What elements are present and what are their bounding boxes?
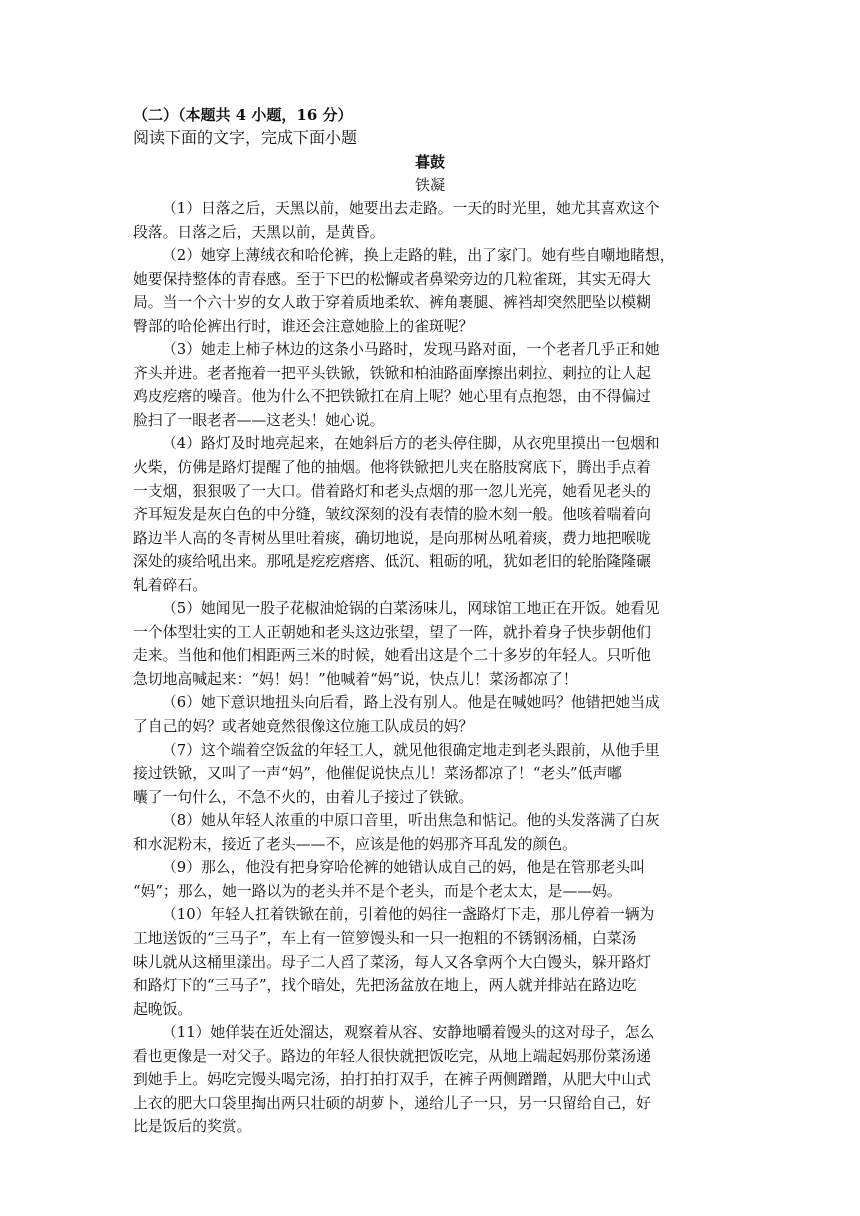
- paragraph-3: [133, 338, 733, 432]
- paragraph-1: [133, 197, 733, 244]
- paragraph-line: 她要保持整体的青春感。至于下巴的松懈或者鼻梁旁边的几粒雀斑，其实无碍大: [133, 270, 651, 288]
- paragraph-line: 深处的痰给吼出来。那吼是疙疙瘩瘩、低沉、粗砺的吼，犹如老旧的轮胎隆隆碾: [133, 553, 651, 571]
- paragraph-line: 走来。当他和他们相距两三米的时候，她看出这是个二十多岁的年轻人。只听他: [133, 647, 651, 665]
- paragraph-line: （2）她穿上薄绒衣和哈伦裤，换上走路的鞋，出了家门。她有些自嘲地睹想，: [162, 247, 675, 265]
- paragraph-line: 工地送饭的“三马子”，车上有一笸箩馒头和一只一抱粗的不锈钢汤桶，白菜汤: [133, 929, 637, 947]
- paragraph-line: “妈”；那么，她一路以为的老头并不是个老头，而是个老太太，是——妈。: [133, 882, 622, 900]
- paragraph-line: 看也更像是一对父子。路边的年轻人很快就把饭吃完，从地上端起妈那份菜汤递: [133, 1047, 651, 1065]
- paragraph-line: 段落。日落之后，天黑以前，是黄昏。: [133, 223, 385, 241]
- paragraph-4: [133, 432, 733, 597]
- paragraph-line: 到她手上。妈吃完馒头喝完汤，拍打拍打双手，在裤子两侧蹭蹭，从肥大中山式: [133, 1071, 651, 1089]
- paragraph-8: [133, 809, 733, 856]
- paragraph-line: 臀部的哈伦裤出行时，谁还会注意她脸上的雀斑呢？: [133, 317, 474, 335]
- article-author: 铁凝: [414, 176, 445, 194]
- paragraph-6: [133, 691, 733, 738]
- paragraph-line: 了自己的妈？或者她竟然很像这位施工队成员的妈？: [133, 718, 474, 736]
- paragraph-line: 起晚饭。: [133, 1000, 193, 1018]
- paragraph-line: （5）她闻见一股子花椒油炝锅的白菜汤味儿，网球馆工地正在开饭。她看见: [162, 600, 660, 618]
- paragraph-line: 囔了一句什么，不急不火的，由着儿子接过了铁锨。: [133, 788, 474, 806]
- paragraph-7: [133, 739, 733, 810]
- paragraph-line: 接过铁锨，又叫了一声“妈”，他催促说快点儿！菜汤都凉了！“老头”低声嘟: [133, 765, 622, 783]
- paragraph-line: 脸扫了一眼老者——这老头！她心说。: [133, 411, 385, 429]
- paragraph-line: （3）她走上柿子林边的这条小马路时，发现马路对面，一个老者几乎正和她: [162, 341, 660, 359]
- paragraph-line: 比是饭后的奖赏。: [133, 1118, 252, 1136]
- paragraph-line: 味儿就从这桶里漾出。母子二人舀了菜汤，每人又各拿两个大白馒头，躲开路灯: [133, 953, 651, 971]
- paragraph-line: 鸡皮疙瘩的噪音。他为什么不把铁锨扛在肩上呢？她心里有点抱怨，由不得偏过: [133, 388, 651, 406]
- paragraph-11: [133, 1021, 733, 1139]
- paragraph-line: 一支烟，狠狠吸了一大口。借着路灯和老头点烟的那一忽儿光亮，她看见老头的: [133, 482, 651, 500]
- paragraph-line: 和路灯下的“三马子”，找个暗处，先把汤盆放在地上，两人就并排站在路边吃: [133, 977, 637, 995]
- paragraph-line: 一个体型壮实的工人正朝她和老头这边张望，望了一阵，就扑着身子快步朝他们: [133, 623, 651, 641]
- paragraph-line: （8）她从年轻人浓重的中原口音里，听出焦急和惦记。他的头发落满了白灰: [162, 812, 660, 830]
- article-body: [133, 197, 733, 1139]
- paragraph-line: 轧着碎石。: [133, 576, 207, 594]
- paragraph-line: 路边半人高的冬青树丛里吐着痰，确切地说，是向那树丛吼着痰，费力地把喉咙: [133, 529, 651, 547]
- paragraph-line: （4）路灯及时地亮起来，在她斜后方的老头停住脚，从衣兜里摸出一包烟和: [162, 435, 660, 453]
- paragraph-10: [133, 903, 733, 1021]
- paragraph-2: [133, 244, 733, 338]
- paragraph-line: （9）那么，他没有把身穿哈伦裤的她错认成自己的妈，他是在管那老头叫: [162, 859, 645, 877]
- section-header: （二）（本题共 4 小题，16 分）: [133, 106, 353, 124]
- paragraph-line: （11）她佯装在近处溜达，观察着从容、安静地嚼着馒头的这对母子，怎么: [162, 1024, 655, 1042]
- paragraph-line: （1）日落之后，天黑以前，她要出去走路。一天的时光里，她尤其喜欢这个: [162, 200, 660, 217]
- instruction-text: 阅读下面的文字，完成下面小题: [133, 128, 358, 147]
- paragraph-line: 齐耳短发是灰白色的中分缝，皱纹深刻的没有表情的脸木刻一般。他咳着喘着向: [133, 506, 651, 524]
- paragraph-line: 火柴，仿佛是路灯提醒了他的抽烟。他将铁锨把儿夹在胳肢窝底下，腾出手点着: [133, 459, 651, 477]
- paragraph-line: 急切地高喊起来：“妈！妈！”他喊着“妈”说，快点儿！菜汤都凉了！: [133, 670, 578, 688]
- paragraph-line: 上衣的肥大口袋里掏出两只壮硕的胡萝卜，递给儿子一只，另一只留给自己，好: [133, 1094, 651, 1112]
- paragraph-9: [133, 856, 733, 903]
- paragraph-line: （7）这个端着空饭盆的年轻工人，就见他很确定地走到老头跟前，从他手里: [162, 741, 660, 759]
- paragraph-line: （10）年轻人扛着铁锨在前，引着他的妈往一盏路灯下走，那儿停着一辆为: [162, 906, 655, 924]
- paragraph-line: 齐头并进。老者拖着一把平头铁锨，铁锨和柏油路面摩擦出刺拉、刺拉的让人起: [133, 364, 651, 382]
- paragraph-line: 局。当一个六十岁的女人敢于穿着质地柔软、裤角裹腿、裤裆却突然肥坠以模糊: [133, 294, 651, 312]
- paragraph-line: （6）她下意识地扭头向后看，路上没有别人。他是在喊她吗？他错把她当成: [162, 694, 660, 712]
- article-title: 暮鼓: [414, 153, 445, 171]
- paragraph-line: 和水泥粉末，接近了老头——不，应该是他的妈那齐耳乱发的颜色。: [133, 835, 577, 853]
- paragraph-5: [133, 597, 733, 691]
